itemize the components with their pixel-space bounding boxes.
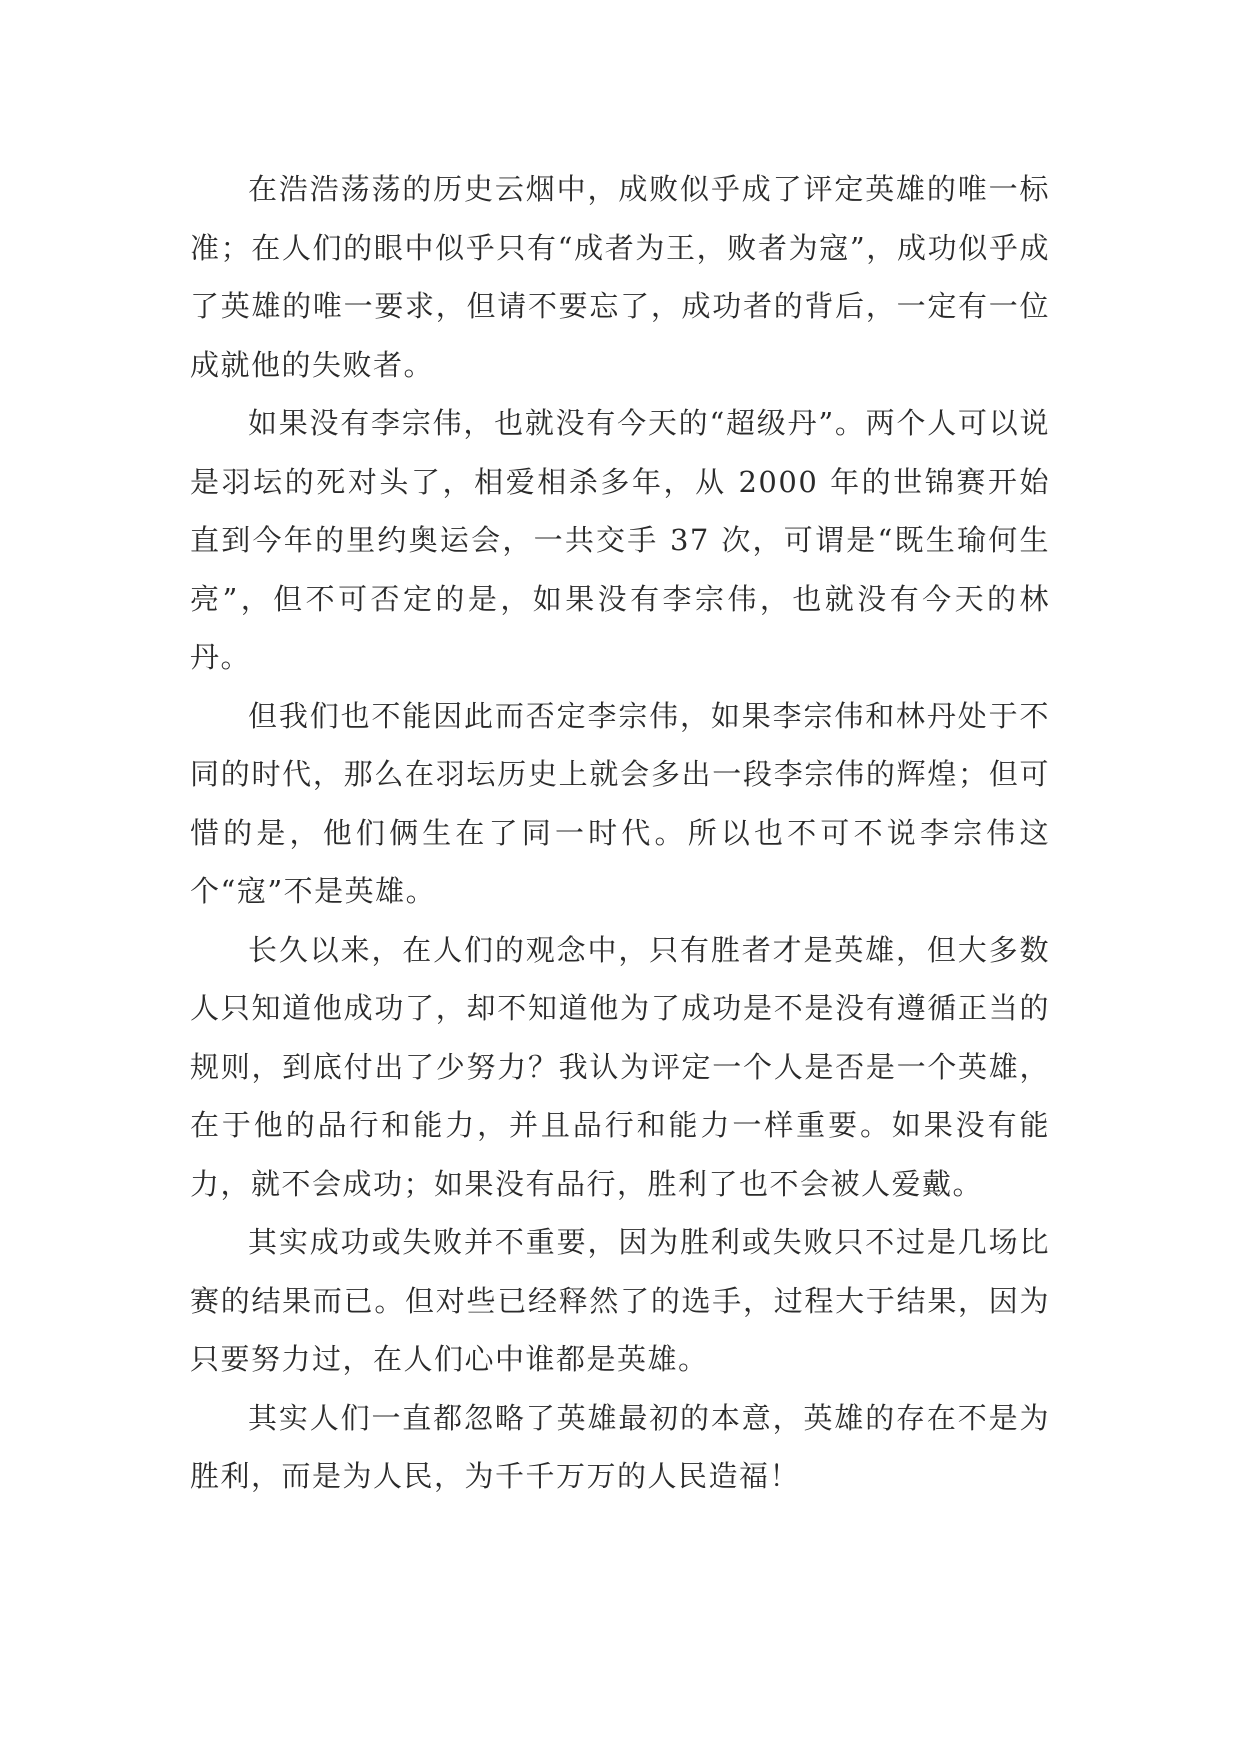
paragraph-3: 但我们也不能因此而否定李宗伟，如果李宗伟和林丹处于不同的时代，那么在羽坛历史上就会多出一段李宗伟的辉煌；但可惜的是，他们俩生在了同一时代。所以也不可不说李宗伟这个“寇”不是英雄。 (190, 698, 1050, 908)
paragraph-5: 其实成功或失败并不重要，因为胜利或失败只不过是几场比赛的结果而已。但对些已经释然了的选手，过程大于结果，因为只要努力过，在人们心中谁都是英雄。 (190, 1225, 1050, 1376)
paragraph-1: 在浩浩荡荡的历史云烟中，成败似乎成了评定英雄的唯一标准；在人们的眼中似乎只有“成者为王，败者为寇”，成功似乎成了英雄的唯一要求，但请不要忘了，成功者的背后，一定有一位成就他的失败者。 (190, 172, 1050, 382)
paragraph-4: 长久以来，在人们的观念中，只有胜者才是英雄，但大多数人只知道他成功了，却不知道他为了成功是不是没有遵循正当的规则，到底付出了少努力？我认为评定一个人是否是一个英雄，在于他的品行和能力，并且品行和能力一样重要。如果没有能力，就不会成功；如果没有品行，胜利了也不会被人爱戴。 (190, 932, 1050, 1201)
document-body (190, 160, 1050, 1506)
paragraph-2: 如果没有李宗伟，也就没有今天的“超级丹”。两个人可以说是羽坛的死对头了，相爱相杀多年，从 2000 年的世锦赛开始直到今年的里约奥运会，一共交手 37 次，可谓是“既生瑜何生亮”，但不可否定的是，如果没有李宗伟，也就没有今天的林丹。 (190, 406, 1050, 674)
paragraph-6: 其实人们一直都忽略了英雄最初的本意，英雄的存在不是为胜利，而是为人民，为千千万万的人民造福！ (190, 1400, 1050, 1493)
